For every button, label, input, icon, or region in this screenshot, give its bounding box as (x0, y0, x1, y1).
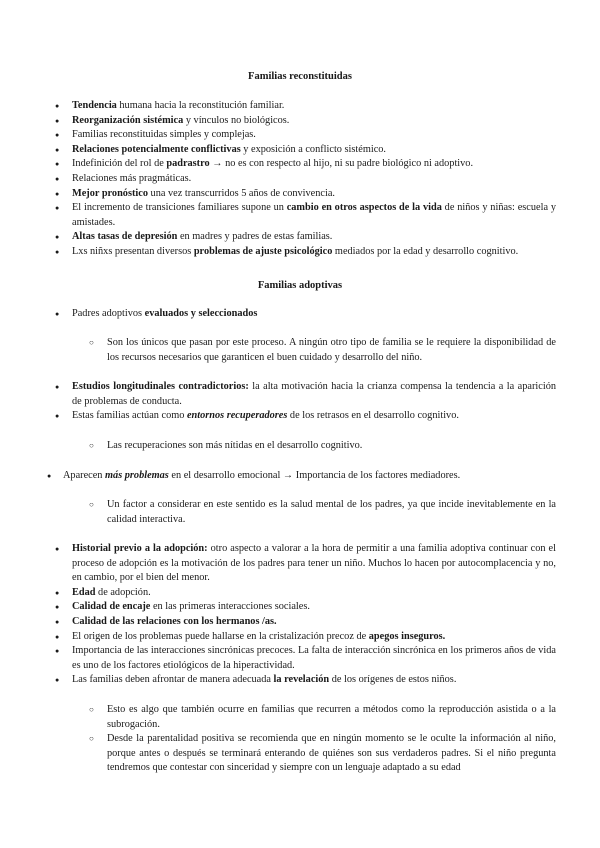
list-item: ● Estudios longitudinales contradictorios: la alta motivación hacia la crianza compensa la tendencia a la aparición de problemas de conducta. (0, 380, 600, 409)
section-title-reconstituidas: Familias reconstituidas (248, 71, 352, 82)
sub-list-item: ○ Son los únicos que pasan por este proceso. A ningún otro tipo de familia se le requiere la disponibilidad de los recursos necesarios que garanticen el buen cuidado y desarrollo del niño. (0, 336, 600, 365)
adoptivas-subitem-1 (0, 336, 600, 365)
list-item: ● Estas familias actúan como entornos recuperadores de los retrasos en el desarrollo cognitivo. (0, 409, 600, 424)
sub-list-item: ○ Esto es algo que también ocurre en familias que recurren a métodos como la reproducción asistida o a la subrogación. (0, 703, 600, 732)
list-item: ● Indefinición del rol de padrastro → no es con respecto al hijo, ni su padre biológico ni adoptivo. (0, 157, 600, 172)
list-item: ● Historial previo a la adopción: otro aspecto a valorar a la hora de permitir a una familia adoptiva continuar con el proceso de adopción es la motivación de los padres para tener un niño. Muchos lo hacen por autocomplacencia y no, en cambio, por el bien del menor. (0, 542, 600, 586)
list-item: ● Edad de adopción. (0, 586, 600, 601)
adoptivas-item-4 (0, 469, 600, 484)
list-item: ● Relaciones potencialmente conflictivas y exposición a conflicto sistémico. (0, 143, 600, 158)
list-item: ● Tendencia humana hacia la reconstitución familiar. (0, 99, 600, 114)
adoptivas-subitem-2 (0, 439, 600, 454)
adoptivas-item-1 (0, 307, 600, 322)
sub-list-item: ○ Las recuperaciones son más nítidas en el desarrollo cognitivo. (0, 439, 600, 454)
reconstituidas-list (0, 99, 600, 260)
list-item: ● Importancia de las interacciones sincrónicas precoces. La falta de interacción sincrónica en los primeros años de vida es uno de los factores etiológicos de la hiperactividad. (0, 644, 600, 673)
section-title-adoptivas: Familias adoptivas (257, 280, 343, 291)
adoptivas-items-2 (0, 380, 600, 424)
list-item: ● Calidad de las relaciones con los hermanos /as. (0, 615, 600, 630)
list-item: ● Aparecen más problemas en el desarrollo emocional → Importancia de los factores mediadores. (0, 469, 600, 484)
list-item: ● El origen de los problemas puede hallarse en la cristalización precoz de apegos inseguros. (0, 630, 600, 645)
list-item: ● Calidad de encaje en las primeras interacciones sociales. (0, 600, 600, 615)
list-item: ● Familias reconstituidas simples y complejas. (0, 128, 600, 143)
list-item: ● El incremento de transiciones familiares supone un cambio en otros aspectos de la vida de niños y niñas: escuela y amistades. (0, 201, 600, 230)
adoptivas-subitem-3 (0, 498, 600, 527)
list-item: ● Mejor pronóstico una vez transcurridos 5 años de convivencia. (0, 187, 600, 202)
list-item: ● Lxs niñxs presentan diversos problemas de ajuste psicológico mediados por la edad y desarrollo cognitivo. (0, 245, 600, 260)
adoptivas-subitems-4 (0, 703, 600, 776)
list-item: ● Reorganización sistémica y vínculos no biológicos. (0, 114, 600, 129)
sub-list-item: ○ Un factor a considerar en este sentido es la salud mental de los padres, ya que incide inevitablemente en la calidad interactiva. (0, 498, 600, 527)
adoptivas-items-5 (0, 542, 600, 688)
list-item: ● Padres adoptivos evaluados y seleccionados (0, 307, 600, 322)
list-item: ● Altas tasas de depresión en madres y padres de estas familias. (0, 230, 600, 245)
list-item: ● Las familias deben afrontar de manera adecuada la revelación de los orígenes de estos niños. (0, 673, 600, 688)
list-item: ● Relaciones más pragmáticas. (0, 172, 600, 187)
sub-list-item: ○ Desde la parentalidad positiva se recomienda que en ningún momento se le oculte la información al niño, porque antes o después se terminará enterando de quiénes son sus verdaderos padres. Si el niño pregunta tendremos que contestar con sinceridad y siempre con un lenguaje adaptado a su edad (0, 732, 600, 776)
